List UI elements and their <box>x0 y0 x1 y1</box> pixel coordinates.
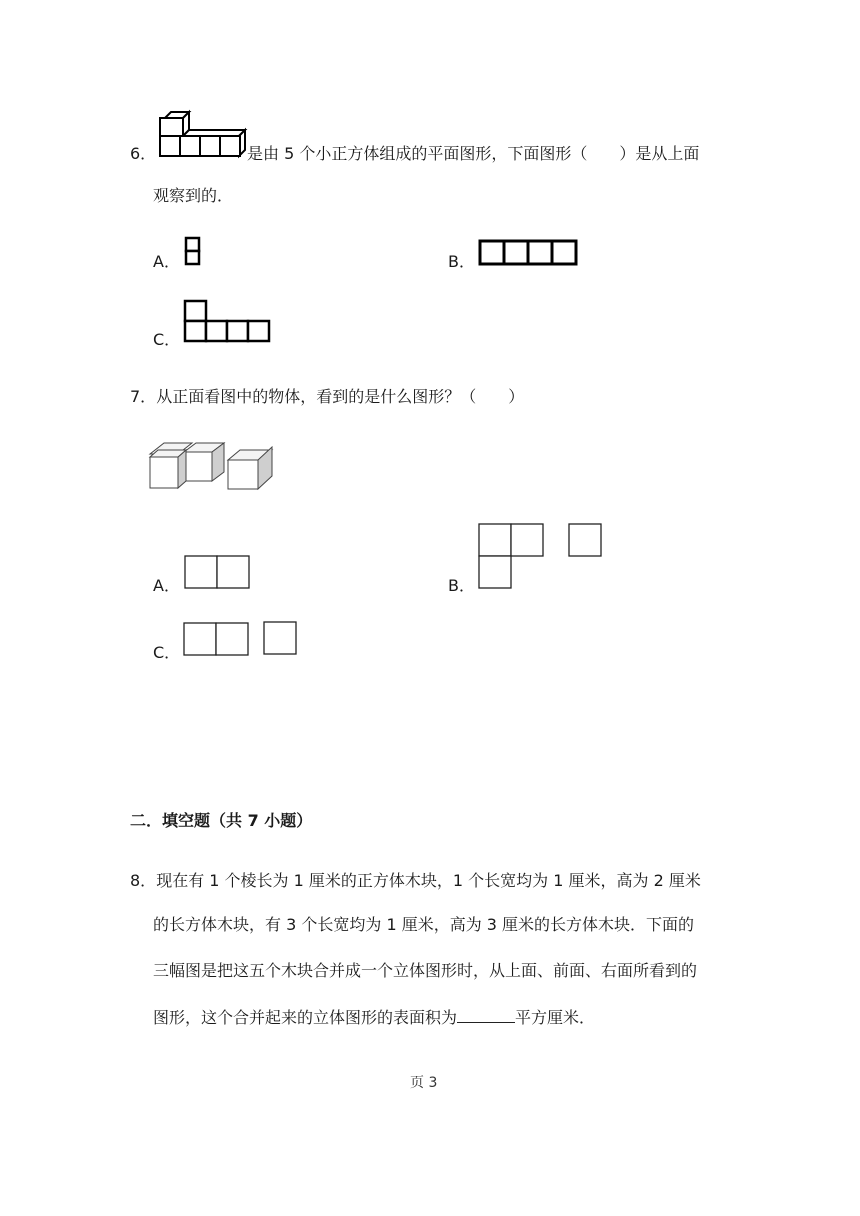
q6-option-a-label: A． <box>153 252 180 271</box>
q6-number: 6． <box>130 144 157 163</box>
q7-option-a-label: A． <box>153 576 180 595</box>
q6-option-c-label: C． <box>153 330 181 349</box>
q7-text: 从正面看图中的物体，看到的是什么图形？（ ） <box>156 387 525 406</box>
q7-option-c-label: C． <box>153 643 181 662</box>
q7-number: 7． <box>130 387 157 406</box>
q7-object-figure <box>146 440 278 494</box>
q8-answer-blank[interactable] <box>457 1006 515 1023</box>
q8-line4-post: 平方厘米． <box>515 1008 596 1027</box>
q6-cube-figure <box>158 110 248 160</box>
q7-option-b-figure <box>477 522 605 592</box>
q6-option-b-label: B． <box>448 252 475 271</box>
page-number: 页 3 <box>410 1075 438 1091</box>
q8-line1: 现在有 1 个棱长为 1 厘米的正方体木块，1 个长宽均为 1 厘米，高为 2 厘米 <box>156 871 701 890</box>
q6-option-c-figure <box>182 298 274 344</box>
q7-option-c-figure <box>182 620 302 658</box>
q6-option-a-figure <box>184 236 204 268</box>
q8-line2: 的长方体木块，有 3 个长宽均为 1 厘米，高为 3 厘米的长方体木块．下面的 <box>153 915 695 934</box>
q6-option-b-figure <box>478 238 582 268</box>
q6-text-line2: 观察到的． <box>153 186 234 205</box>
q8-line4-pre: 图形，这个合并起来的立体图形的表面积为 <box>153 1008 458 1027</box>
q7-option-a-figure <box>183 554 251 590</box>
q6-text-line1: 是由 5 个小正方体组成的平面图形，下面图形（ ）是从上面 <box>247 144 700 163</box>
q8-line3: 三幅图是把这五个木块合并成一个立体图形时，从上面、前面、右面所看到的 <box>153 961 698 980</box>
q8-number: 8． <box>130 871 157 890</box>
section2-title: 二．填空题（共 7 小题） <box>130 811 313 830</box>
q7-option-b-label: B． <box>448 576 475 595</box>
